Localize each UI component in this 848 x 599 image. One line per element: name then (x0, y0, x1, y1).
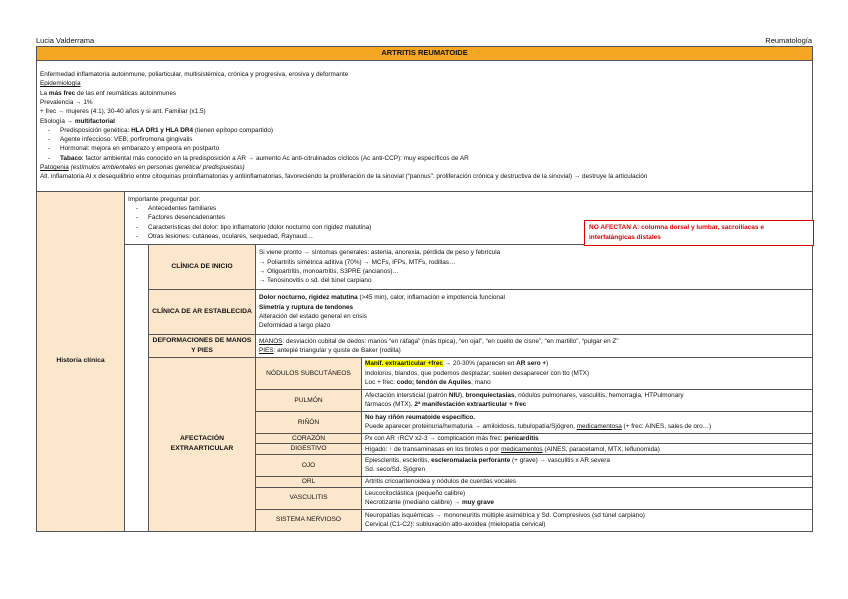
pathogenesis-text: Alt. inflamatoria AI x desequilibrio entre citoquinas proinflamatorias y antiinflamatorias, favoreciendo la proliferación de la sinovial (“pannus”: proliferación crónica y destructiva de la sinovial) → destruye la articulación (40, 173, 648, 181)
pulmon-label: PULMÓN (256, 389, 362, 411)
corazon-label: CORAZÓN (256, 433, 362, 444)
clinica-establecida-content: Dolor nocturno, rigidez matutina (>45 min), calor, inflamación e impotencia funcional Simetría y ruptura de tendones Alteración del estado general en crisis Deformidad a largo plazo (256, 289, 813, 334)
deformaciones-label: DEFORMACIONES DE MANOS Y PIES (149, 334, 256, 357)
epi-heading: Epidemiología (40, 80, 81, 88)
digestivo-content: Hígado: ↑ de transaminasas en los brotes o por medicamentos (AINES, paracetamol, MTX, leflunomida) (362, 444, 813, 455)
clinica-inicio-content: Si viene pronto → síntomas generales: astenia, anorexia, pérdida de peso y febrícula → Poliartritis simétrica aditiva (70%) → MCFs, IFPs, MTFs, rodillas… → Oligoartritis, monoartritis, S3PRE (ancianos)… → Tenosinovitis o sd. del túnel carpiano (256, 244, 813, 289)
sistema-nervioso-content: Neuropatías isquémicas → mononeuritis múltiple asimétrica y Sd. Compresivos (sd túnel carpiano) Cervical (C1-C2): subluxación atlo-axoidea (mielopatía cervical) (362, 509, 813, 531)
warning-note: NO AFECTAN A: columna dorsal y lumbar, sacroilíacas e interfalángicas distales (584, 220, 814, 246)
document-table (36, 46, 812, 532)
preguntar-block: Importante preguntar por: - Antecedentes familiares - Factores desencadenantes - Características del dolor: tipo inflamatorio (dolor nocturno con rigidez matutina) - Otras lesiones: cutáneas, oculares, sequedad, Raynaud… (125, 191, 813, 244)
etio-item-genetic: - Predisposición genética: HLA DR1 y HLA DR4 (tienen epítopo compartido) (40, 126, 809, 135)
epi-line: La más frec de las enf reumáticas autoinmunes (40, 89, 177, 97)
nodulos-label: NÓDULOS SUBCUTÁNEOS (256, 357, 362, 389)
rinon-content: No hay riñón reumatoide específico. Puede aparecer proteinuria/hematuria → amiloidosis, tubulopatía/Sjögren, medicamentosa (+ frec: AINES, sales de oro…) (362, 411, 813, 433)
etiology-heading: Etiología → multifactorial (40, 117, 115, 125)
author-name: Lucia Valderrama (36, 36, 95, 45)
etio-item-hormonal: - Hormonal: mejora en embarazo y empeora en postparto (40, 144, 809, 153)
etio-item-infectious: - Agente infeccioso: VEB; porfiromona gingivalis (40, 135, 809, 144)
orl-content: Artritis cricoaritenoidea y nódulos de cuerdas vocales (362, 476, 813, 487)
clinica-establecida-label: CLÍNICA DE AR ESTABLECIDA (149, 289, 256, 334)
prevalence: Prevalencia → 1% (40, 99, 93, 107)
deformaciones-content: MANOS: desviación cubital de dedos: manos “en ráfaga” (más típica), “en ojal”, “en cuello de cisne”, “en martillo”, “pulgar en Z” PIES: antepié triangular y quiste de Baker (rodilla) (256, 334, 813, 357)
subject-name: Reumatología (765, 36, 812, 45)
historia-label: Historia clínica (37, 191, 125, 531)
ojo-label: OJO (256, 454, 362, 476)
definition: Enfermedad inflamatoria autoinmune, poliarticular, multisistémica, crónica y progresiva, erosiva y deformante (40, 71, 349, 79)
vasculitis-label: VASCULITIS (256, 487, 362, 509)
sistema-nervioso-label: SISTEMA NERVIOSO (256, 509, 362, 531)
clinica-inicio-label: CLÍNICA DE INICIO (149, 244, 256, 289)
pathogenesis-heading: Patogenia (estímulos ambientales en personas genética/ predispuestas) (40, 164, 245, 171)
pulmon-content: Afectación intersticial (patrón NIU), bronquiectasias, nódulos pulmonares, vasculitis, hemorragia, HTPulmonary fármacos (MTX). 2ª manifestación extraarticular + frec (362, 389, 813, 411)
digestivo-label: DIGESTIVO (256, 444, 362, 455)
page-title: ARTRITIS REUMATOIDE (37, 47, 813, 61)
extraarticular-label: AFECTACIÓN EXTRAARTICULAR (149, 357, 256, 531)
corazon-content: Px con AR ↑RCV x2-3 → complicación más frec: pericarditis (362, 433, 813, 444)
intro-block (37, 60, 813, 191)
frequency: + frec → mujeres (4:1), 30-40 años y si ant. Familiar (x1.5) (40, 108, 206, 116)
rinon-label: RIÑÓN (256, 411, 362, 433)
etio-item-tobacco: - Tabaco: factor ambiental más conocido en la predisposición a AR → aumento Ac anti-citrulinados cíclicos (Ac anti-CCP): muy específicos de AR (40, 154, 809, 163)
nodulos-content: Manif. extraarticular +frec → 20-30% (aparecen en AR sero +) Indoloros, blandos, que podemos desplazar; suelen desaparecer con tto (MTX) Loc + frec: codo; tendón de Aquiles; mano (362, 357, 813, 389)
vasculitis-content: Leucocitoclástica (pequeño calibre) Necrotizante (mediano calibre) → muy grave (362, 487, 813, 509)
orl-label: ORL (256, 476, 362, 487)
ojo-content: Epiescleritis, escleritis, escleromalacia perforante (+ grave) → vasculitis x AR severa Sd. seco/Sd. Sjögren (362, 454, 813, 476)
